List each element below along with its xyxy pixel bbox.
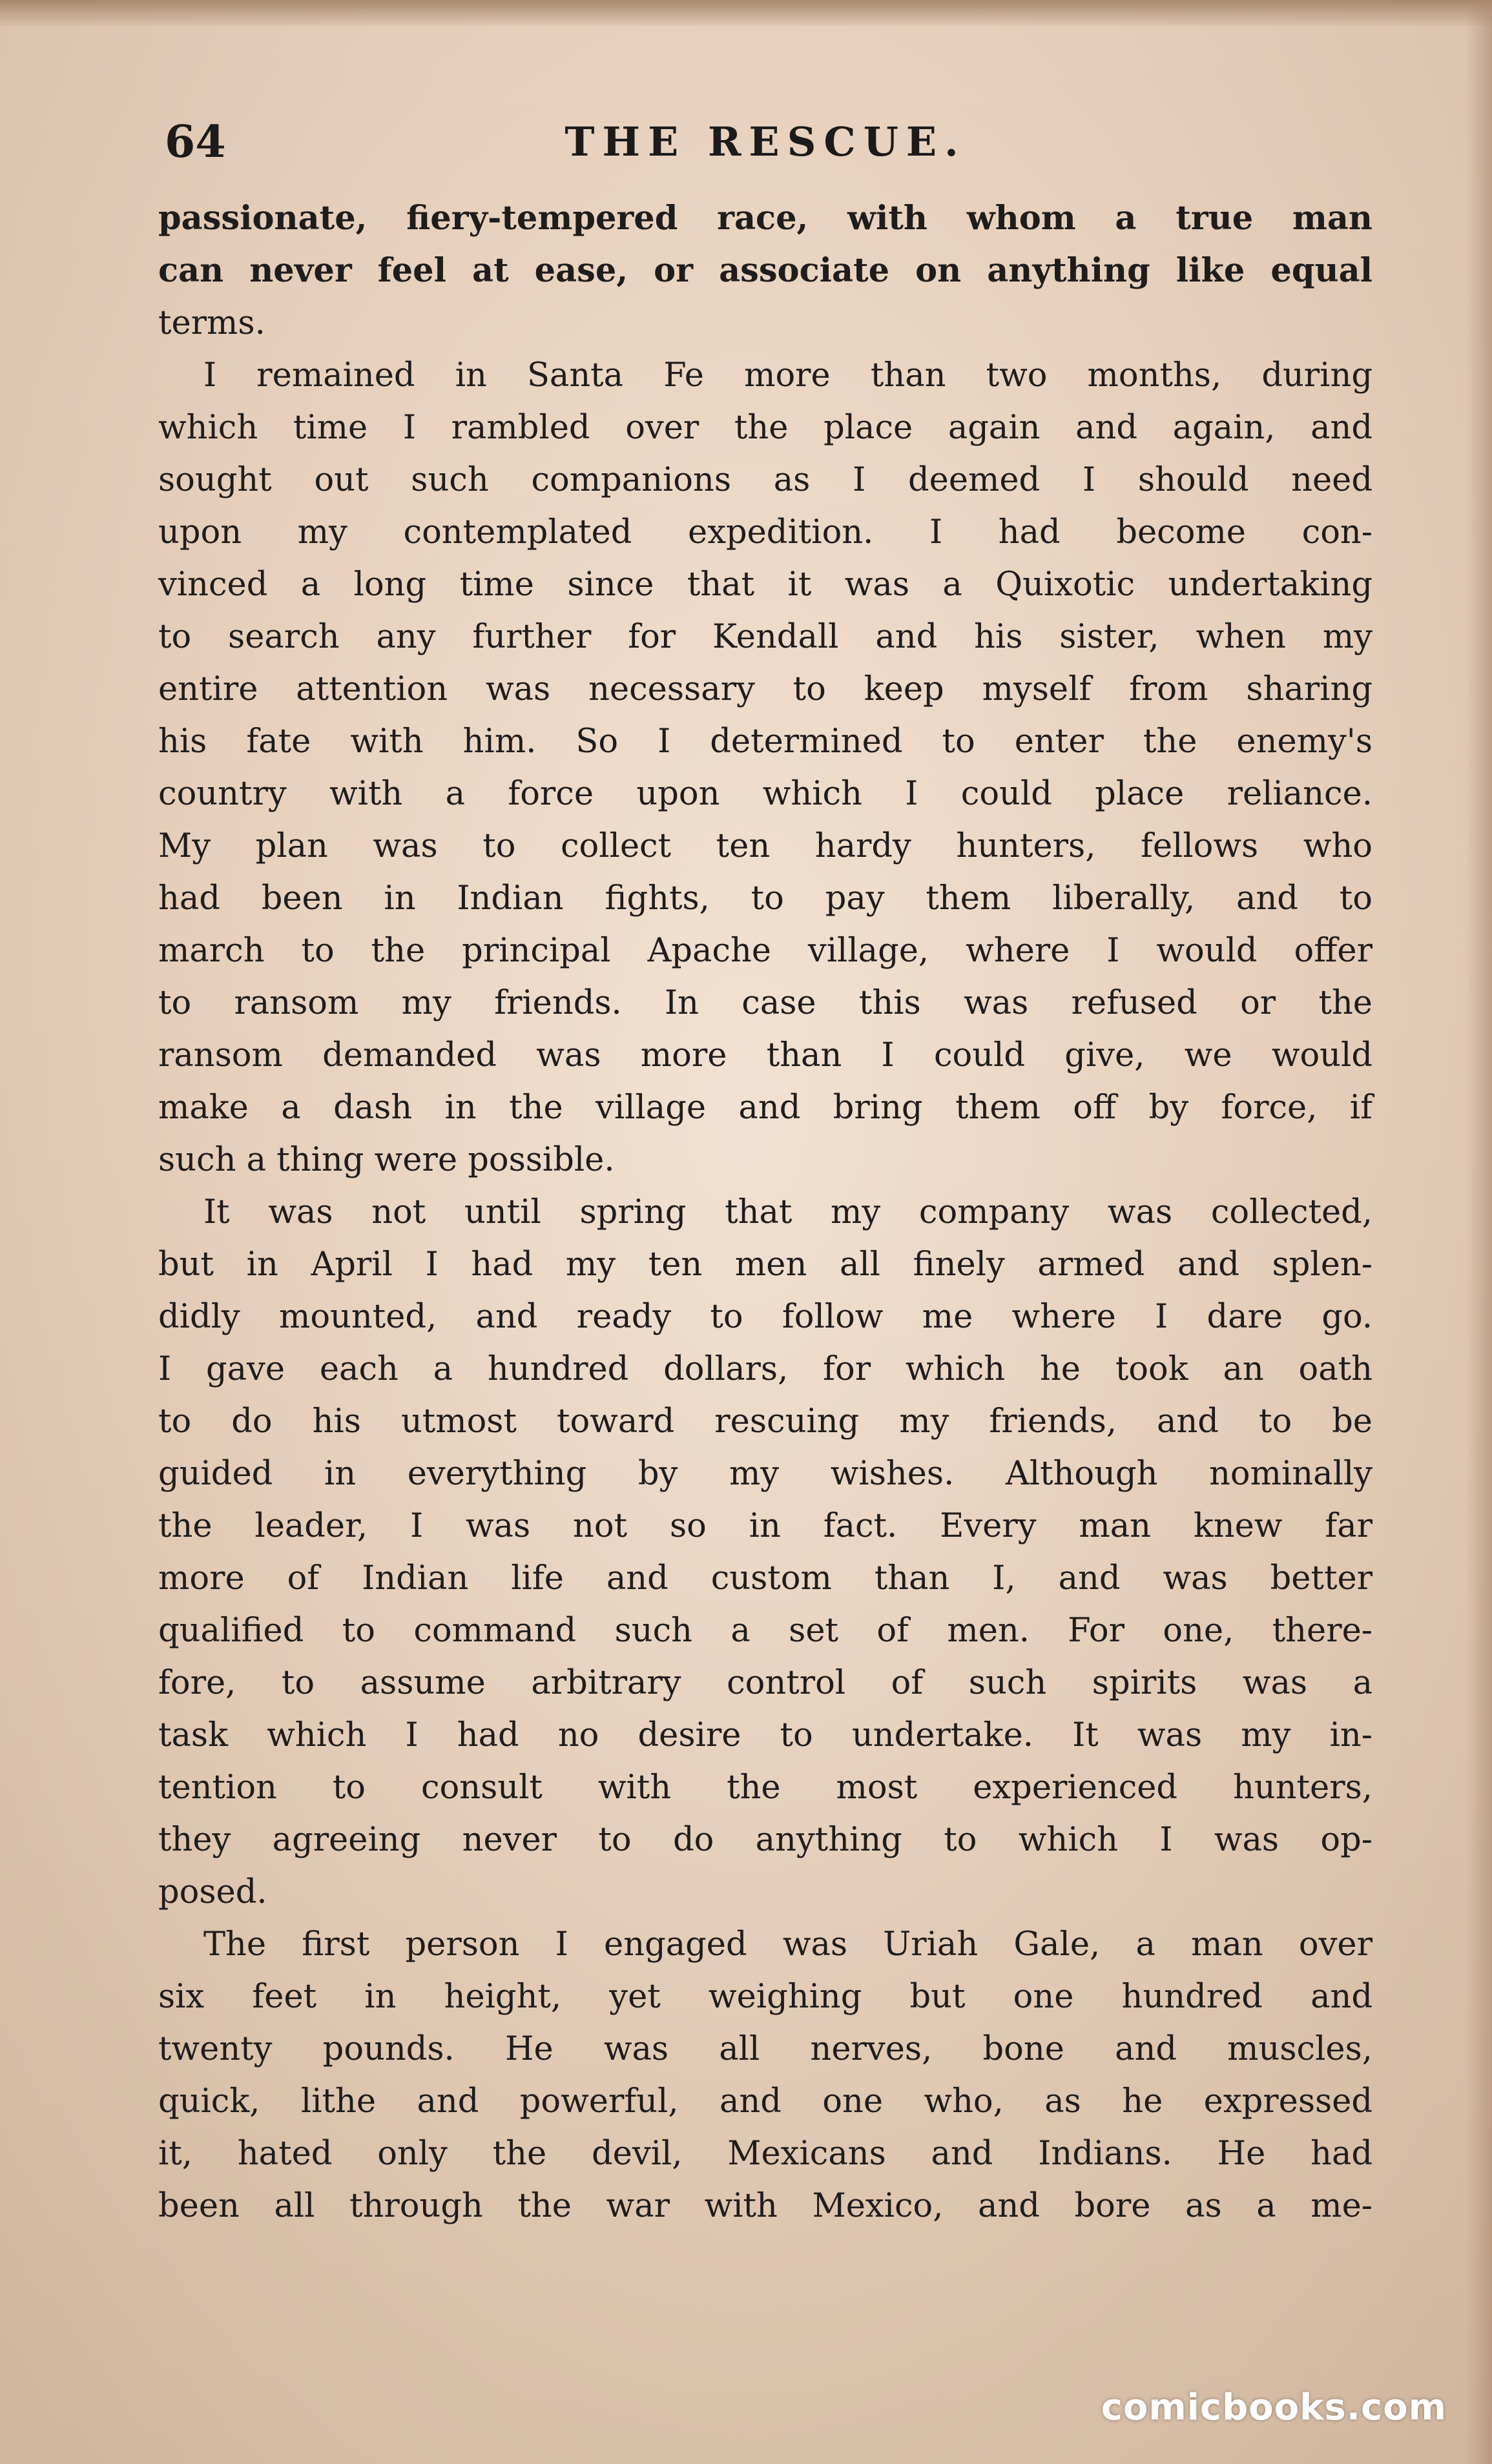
text-line: sought out such companions as I deemed I should need bbox=[158, 461, 1373, 499]
text-line: to do his utmost toward rescuing my friends, and to be bbox=[158, 1402, 1373, 1441]
text-line: more of Indian life and custom than I, and was better bbox=[158, 1559, 1373, 1597]
text-line: to ransom my friends. In case this was refused or the bbox=[158, 984, 1373, 1022]
text-line: didly mounted, and ready to follow me where I dare go. bbox=[158, 1298, 1373, 1336]
text-line: but in April I had my ten men all finely armed and splen- bbox=[158, 1246, 1373, 1284]
text-line: they agreeing never to do anything to which I was op- bbox=[158, 1821, 1373, 1859]
text-line: qualified to command such a set of men. For one, there- bbox=[158, 1612, 1373, 1650]
text-line: terms. bbox=[158, 304, 265, 342]
text-line: it, hated only the devil, Mexicans and Indians. He had bbox=[158, 2135, 1373, 2173]
text-line: The first person I engaged was Uriah Gale, a man over bbox=[203, 1925, 1373, 1964]
text-line: country with a force upon which I could place reliance. bbox=[158, 775, 1373, 813]
text-line: task which I had no desire to undertake. It was my in- bbox=[158, 1716, 1373, 1754]
text-line: I gave each a hundred dollars, for which he took an oath bbox=[158, 1350, 1373, 1388]
text-line: can never feel at ease, or associate on anything like equal bbox=[158, 251, 1373, 290]
text-line: upon my contemplated expedition. I had become con- bbox=[158, 513, 1373, 551]
text-line: guided in everything by my wishes. Although nominally bbox=[158, 1455, 1373, 1493]
text-line: the leader, I was not so in fact. Every man knew far bbox=[158, 1507, 1373, 1545]
page-header bbox=[165, 107, 1366, 178]
body-text bbox=[158, 192, 1373, 2232]
text-line: My plan was to collect ten hardy hunters, fellows who bbox=[158, 827, 1373, 865]
text-line: march to the principal Apache village, where I would offer bbox=[158, 932, 1373, 970]
text-line: passionate, fiery-tempered race, with whom a true man bbox=[158, 199, 1373, 238]
text-line: quick, lithe and powerful, and one who, as he expressed bbox=[158, 2082, 1373, 2120]
text-line: make a dash in the village and bring them off by force, if bbox=[158, 1089, 1373, 1127]
text-line: I remained in Santa Fe more than two months, during bbox=[203, 356, 1373, 395]
text-line: such a thing were possible. bbox=[158, 1141, 615, 1179]
text-line: six feet in height, yet weighing but one hundred and bbox=[158, 1978, 1373, 2016]
text-line: vinced a long time since that it was a Quixotic undertaking bbox=[158, 566, 1373, 604]
text-line: to search any further for Kendall and his sister, when my bbox=[158, 618, 1373, 656]
text-line: posed. bbox=[158, 1873, 267, 1911]
text-line: been all through the war with Mexico, and bore as a me- bbox=[158, 2187, 1373, 2225]
text-line: had been in Indian fights, to pay them liberally, and to bbox=[158, 879, 1373, 918]
text-line: his fate with him. So I determined to enter the enemy's bbox=[158, 723, 1373, 761]
text-line: fore, to assume arbitrary control of such spirits was a bbox=[158, 1664, 1373, 1702]
text-line: tention to consult with the most experienced hunters, bbox=[158, 1769, 1373, 1807]
page-right-edge-shadow bbox=[1466, 0, 1492, 2464]
page-number: 64 bbox=[165, 116, 226, 168]
page-top-edge-shadow bbox=[0, 0, 1492, 26]
running-title: THE RESCUE. bbox=[565, 118, 966, 165]
text-line: ransom demanded was more than I could give, we would bbox=[158, 1036, 1373, 1074]
text-line: It was not until spring that my company was collected, bbox=[203, 1193, 1373, 1231]
watermark: comicbooks.com bbox=[1101, 2387, 1447, 2428]
text-line: twenty pounds. He was all nerves, bone and muscles, bbox=[158, 2030, 1373, 2068]
text-line: entire attention was necessary to keep myself from sharing bbox=[158, 670, 1373, 708]
text-line: which time I rambled over the place again and again, and bbox=[158, 409, 1373, 447]
